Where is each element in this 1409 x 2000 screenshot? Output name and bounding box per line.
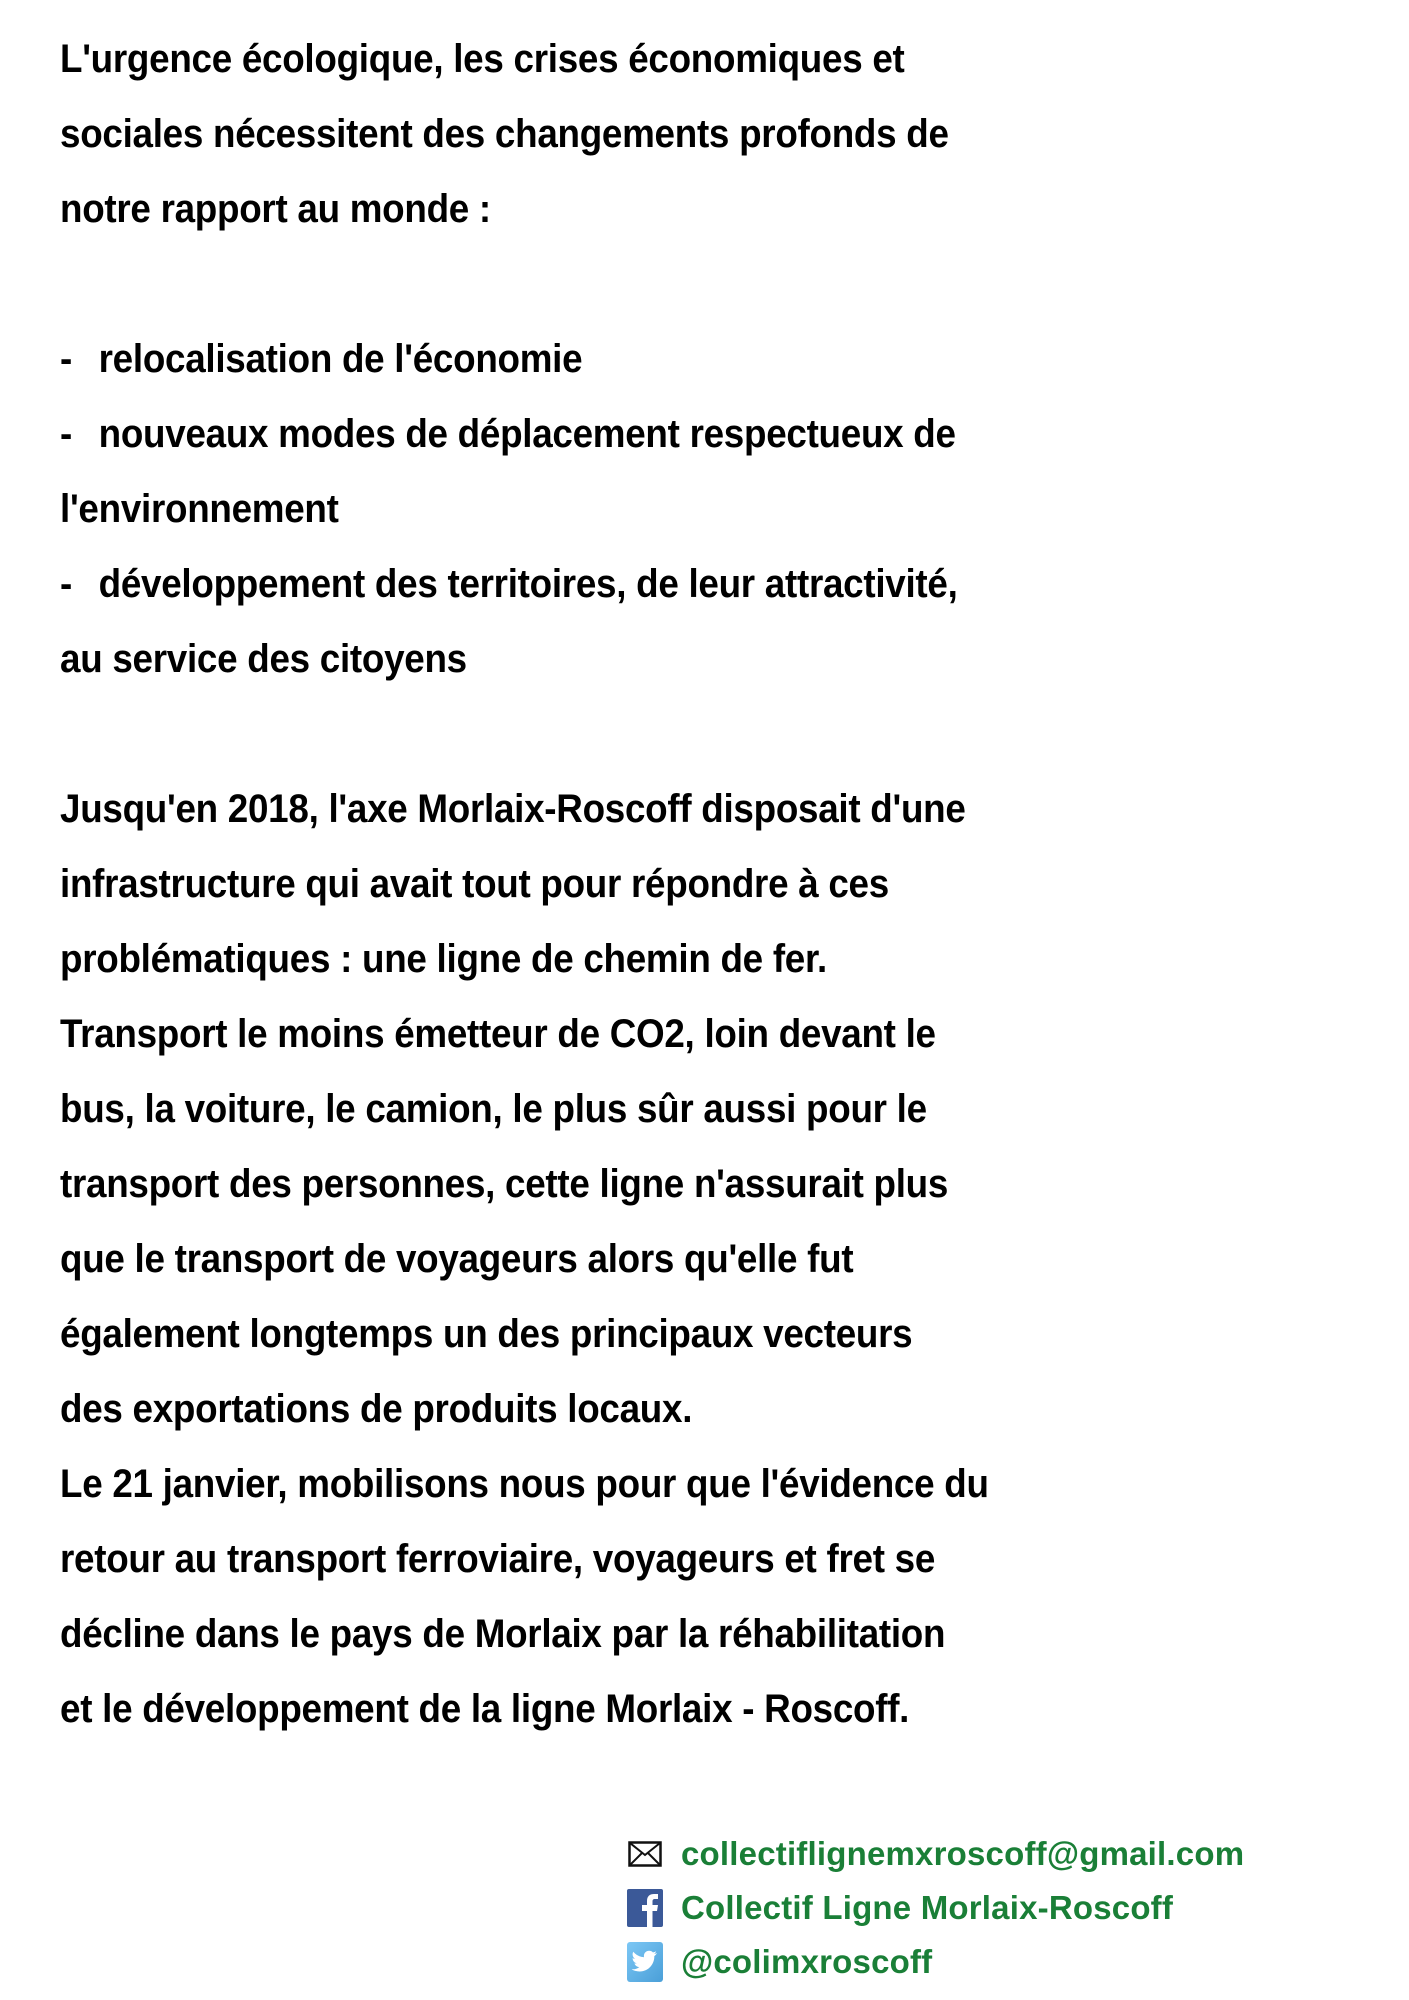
call-to-action-line: décline dans le pays de Morlaix par la réhabilitation [60,1612,946,1656]
bullet-item-deplacement [60,397,1366,472]
contact-email[interactable] [625,1827,1244,1881]
body-line: des exportations de produits locaux. [60,1387,693,1431]
call-to-action-line: Le 21 janvier, mobilisons nous pour que l'évidence du [60,1462,989,1506]
body-line: Jusqu'en 2018, l'axe Morlaix-Roscoff disposait d'une [60,787,966,831]
bullet-list [60,322,1366,697]
bullet-text: développement des territoires, de leur attractivité, [98,562,958,606]
bullet-dash: - [60,412,72,456]
body-line: que le transport de voyageurs alors qu'elle fut [60,1237,854,1281]
contact-facebook[interactable] [625,1881,1244,1935]
paragraph-spacer [60,247,1360,322]
contact-twitter[interactable] [625,1935,1244,1989]
bullet-dash: - [60,337,72,381]
main-paragraph [60,772,1366,1747]
bullet-item-territoires [60,547,1366,622]
twitter-icon [625,1942,665,1982]
paragraph-spacer [60,697,1360,772]
document-body [60,22,1360,1747]
facebook-icon [625,1888,665,1928]
body-line: problématiques : une ligne de chemin de fer. [60,937,827,981]
body-line: transport des personnes, cette ligne n'assurait plus [60,1162,949,1206]
call-to-action-line: et le développement de la ligne Morlaix - Roscoff. [60,1687,910,1731]
bullet-item-relocalisation [60,322,1366,397]
bullet-continuation: l'environnement [60,487,339,531]
facebook-link[interactable]: Collectif Ligne Morlaix-Roscoff [681,1889,1174,1926]
body-line: bus, la voiture, le camion, le plus sûr aussi pour le [60,1087,927,1131]
twitter-handle[interactable]: @colimxroscoff [681,1943,933,1980]
contact-block [625,1827,1244,1989]
bullet-dash: - [60,562,72,606]
envelope-icon [625,1834,665,1874]
body-line: Transport le moins émetteur de CO2, loin devant le [60,1012,936,1056]
call-to-action-line: retour au transport ferroviaire, voyageurs et fret se [60,1537,936,1581]
bullet-text: nouveaux modes de déplacement respectueux de [98,412,956,456]
body-line: infrastructure qui avait tout pour répondre à ces [60,862,889,906]
bullet-text: relocalisation de l'économie [98,337,583,381]
bullet-continuation: au service des citoyens [60,637,467,681]
intro-line: L'urgence écologique, les crises économiques et [60,37,905,81]
body-line: également longtemps un des principaux vecteurs [60,1312,913,1356]
intro-paragraph [60,22,1366,247]
intro-line: sociales nécessitent des changements profonds de [60,112,949,156]
email-link[interactable]: collectiflignemxroscoff@gmail.com [681,1835,1245,1872]
intro-line: notre rapport au monde : [60,187,491,231]
